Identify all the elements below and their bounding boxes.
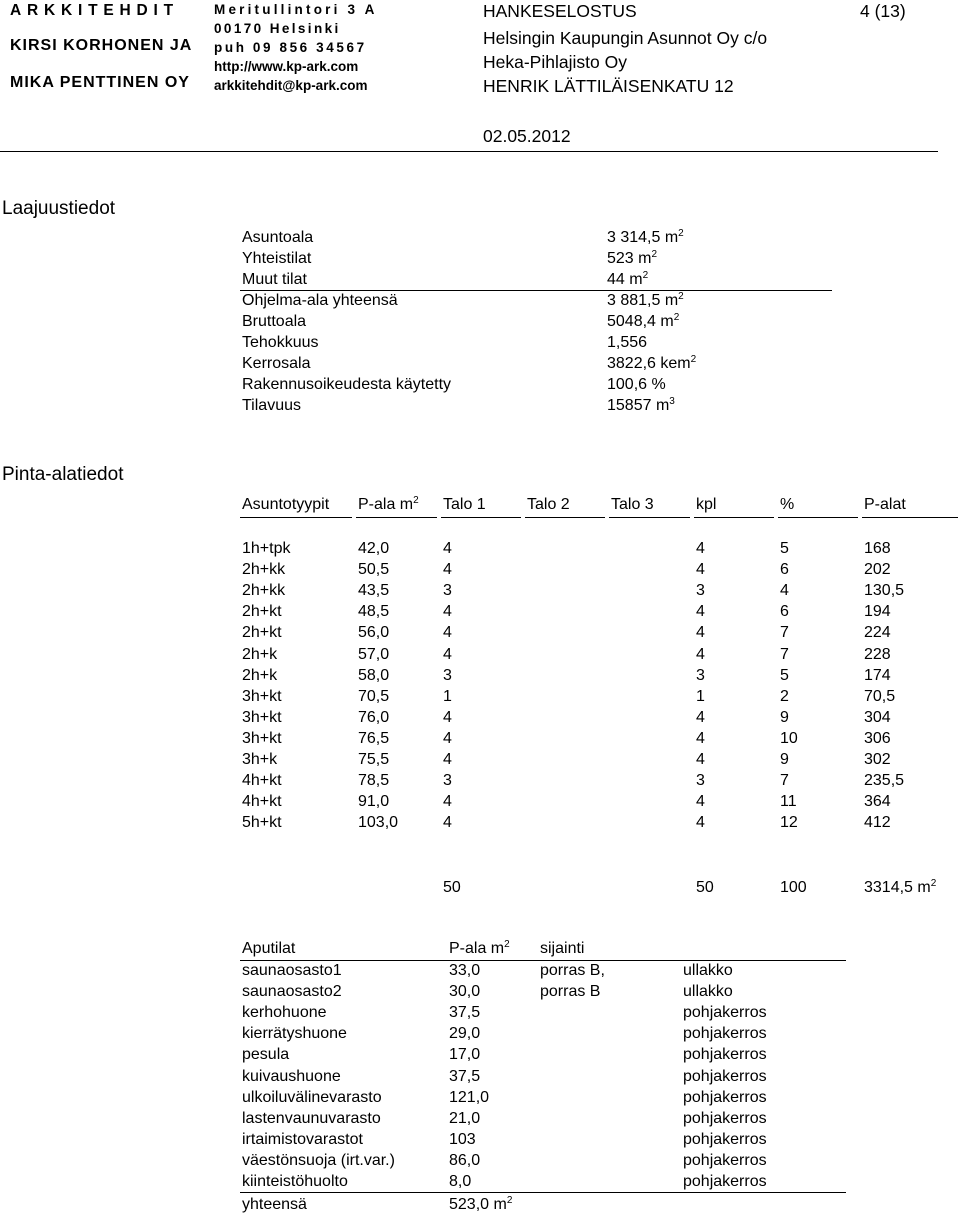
laajuus-value: 5048,4 $m^2$ [607, 312, 680, 330]
client-line1: Helsingin Kaupungin Asunnot Oy c/o [483, 28, 768, 48]
aputilat-cell-floor: pohjakerros [683, 1173, 767, 1190]
col-aputilat: Aputilat [242, 940, 296, 957]
pinta-cell-palat: 174 [864, 666, 891, 684]
laajuus-value: 3 314,5 $m^2$ [607, 228, 684, 246]
aputilat-cell-area: 33,0 [449, 962, 481, 979]
aputilat-cell-stair: porras B, [540, 962, 605, 979]
pinta-cell-type: 2h+kk [242, 561, 286, 579]
pinta-cell-talo1: 4 [443, 793, 452, 811]
pinta-cell-type: 1h+tpk [242, 540, 291, 557]
laajuus-label: Kerrosala [242, 355, 311, 372]
pinta-cell-type: 2h+kk [242, 582, 286, 600]
aputilat-cell-name: ulkoiluvälinevarasto [242, 1088, 382, 1106]
pinta-cell-palat: 412 [864, 814, 891, 832]
laajuus-value: 15857 $m^3$ [607, 396, 675, 414]
pinta-cell-pct: 11 [780, 793, 797, 811]
pinta-cell-palat: 306 [864, 729, 891, 747]
pinta-cell-kpl: 4 [696, 751, 705, 768]
aputilat-cell-area: 37,5 [449, 1067, 481, 1085]
laajuus-value: 3 881,5 $m^2$ [607, 291, 684, 309]
aputilat-cell-name: kiinteistöhuolto [242, 1173, 348, 1190]
total-kpl: 50 [696, 879, 714, 896]
pinta-cell-kpl: 3 [696, 772, 705, 790]
aputilat-cell-area: 21,0 [449, 1109, 481, 1127]
laajuus-label: Rakennusoikeudesta käytetty [242, 376, 452, 393]
pinta-cell-type: 2h+kt [242, 603, 282, 621]
laajuus-label: Tilavuus [242, 397, 301, 414]
city: 00170 Helsinki [214, 21, 341, 36]
total-talo1: 50 [443, 879, 461, 896]
laajuus-label: Muut tilat [242, 271, 307, 288]
pinta-cell-talo1: 4 [443, 540, 452, 557]
pinta-cell-kpl: 1 [696, 687, 705, 705]
col-talo2: Talo 2 [527, 496, 570, 513]
aputilat-cell-name: kerhohuone [242, 1004, 327, 1022]
pinta-cell-area: 57,0 [358, 645, 390, 663]
pinta-cell-palat: 364 [864, 793, 891, 811]
total-percent: 100 [780, 879, 807, 896]
pinta-cell-talo1: 4 [443, 729, 452, 747]
pinta-cell-palat: 70,5 [864, 687, 896, 705]
aputilat-cell-area: 121,0 [449, 1088, 490, 1106]
pinta-cell-kpl: 4 [696, 540, 705, 557]
col-palat: P-alat [864, 496, 906, 513]
pinta-cell-pct: 10 [780, 729, 798, 747]
aputilat-cell-area: 30,0 [449, 983, 481, 1001]
aputilat-header-rule [240, 960, 846, 961]
aputilat-cell-name: pesula [242, 1046, 290, 1064]
laajuus-value: 1,556 [607, 334, 648, 351]
pinta-cell-area: 50,5 [358, 561, 390, 579]
pinta-cell-kpl: 4 [696, 603, 705, 621]
pinta-cell-pct: 6 [780, 561, 789, 579]
pinta-cell-talo1: 4 [443, 603, 452, 621]
col-asuntotyypit: Asuntotyypit [242, 496, 330, 513]
aputilat-cell-name: väestönsuoja (irt.var.) [242, 1151, 395, 1169]
pinta-cell-type: 3h+kt [242, 729, 282, 747]
aputilat-cell-name: irtaimistovarastot [242, 1130, 363, 1148]
pinta-cell-palat: 194 [864, 603, 891, 621]
pinta-cell-area: 91,0 [358, 793, 390, 811]
pinta-cell-talo1: 4 [443, 814, 452, 832]
firm-name-line2: KIRSI KORHONEN JA [10, 37, 193, 54]
pinta-cell-palat: 228 [864, 645, 891, 663]
pinta-cell-kpl: 4 [696, 708, 705, 726]
pinta-cell-kpl: 4 [696, 793, 705, 811]
pinta-cell-pct: 9 [780, 751, 789, 768]
pinta-cell-kpl: 4 [696, 729, 705, 747]
aputilat-cell-name: kuivaushuone [242, 1067, 341, 1085]
col-aputilat-pala: P-ala $m^2$ [449, 939, 510, 957]
aputilat-sum-rule [240, 1192, 846, 1193]
pinta-cell-area: 75,5 [358, 751, 390, 768]
pinta-cell-type: 2h+k [242, 666, 278, 684]
pinta-cell-kpl: 4 [696, 624, 705, 642]
phone: puh 09 856 34567 [214, 40, 367, 55]
document-date: 02.05.2012 [483, 126, 571, 146]
aputilat-cell-floor: pohjakerros [683, 1151, 767, 1169]
aputilat-cell-area: 103 [449, 1130, 476, 1148]
pinta-cell-type: 4h+kt [242, 772, 282, 790]
pinta-cell-palat: 224 [864, 624, 891, 642]
aputilat-cell-floor: pohjakerros [683, 1067, 767, 1085]
pinta-cell-pct: 6 [780, 603, 789, 621]
col-talo3: Talo 3 [611, 496, 654, 513]
laajuus-label: Asuntoala [242, 229, 314, 246]
pinta-cell-pct: 4 [780, 582, 789, 600]
laajuus-value-sup: 2 [678, 291, 684, 302]
pinta-cell-talo1: 4 [443, 708, 452, 726]
col-pala: P-ala $m^2$ [358, 495, 419, 513]
pinta-cell-pct: 7 [780, 624, 789, 642]
website-link[interactable]: http://www.kp-ark.com [214, 59, 359, 74]
pinta-cell-talo1: 4 [443, 645, 452, 663]
col-sijainti: sijainti [540, 940, 585, 957]
laajuus-sum-rule [240, 290, 832, 291]
aputilat-cell-area: 37,5 [449, 1004, 481, 1022]
aputilat-cell-stair: porras B [540, 983, 601, 1001]
aputilat-cell-area: 29,0 [449, 1025, 481, 1043]
aputilat-total-area: 523,0 $m^2$ [449, 1195, 513, 1213]
laajuus-label: Bruttoala [242, 313, 307, 330]
laajuus-label: Ohjelma-ala yhteensä [242, 292, 398, 309]
pinta-cell-kpl: 4 [696, 814, 705, 832]
pinta-cell-kpl: 3 [696, 666, 705, 684]
laajuus-value: 100,6 % [607, 376, 666, 393]
laajuus-value-sup: 2 [678, 228, 684, 239]
page-number: 4 (13) [860, 1, 906, 21]
pinta-cell-palat: 302 [864, 751, 891, 768]
pinta-cell-type: 3h+k [242, 751, 278, 768]
pinta-cell-type: 3h+kt [242, 708, 282, 726]
laajuus-label: Tehokkuus [242, 334, 319, 351]
col-percent: % [780, 496, 795, 513]
pinta-cell-pct: 7 [780, 772, 789, 790]
pinta-cell-palat: 202 [864, 561, 891, 579]
pinta-cell-talo1: 3 [443, 666, 452, 684]
pinta-cell-type: 2h+kt [242, 624, 282, 642]
pinta-cell-palat: 130,5 [864, 582, 905, 600]
pinta-cell-type: 5h+kt [242, 814, 282, 832]
aputilat-cell-name: saunaosasto2 [242, 983, 342, 1001]
client-line2: Heka-Pihlajisto Oy [483, 52, 627, 72]
laajuus-value-sup: 2 [651, 249, 658, 260]
pinta-cell-talo1: 4 [443, 751, 452, 768]
street-address: Meritullintori 3 A [214, 2, 378, 17]
email-link[interactable]: arkkitehdit@kp-ark.com [214, 78, 368, 93]
pinta-cell-area: 70,5 [358, 687, 390, 705]
pinta-cell-area: 76,0 [358, 708, 390, 726]
document-title: HANKESELOSTUS [483, 1, 637, 21]
pinta-cell-palat: 235,5 [864, 772, 905, 790]
pinta-cell-talo1: 4 [443, 561, 452, 579]
aputilat-cell-floor: pohjakerros [683, 1109, 767, 1127]
pinta-cell-palat: 168 [864, 540, 891, 557]
aputilat-cell-floor: ullakko [683, 983, 733, 1001]
pinta-cell-palat: 304 [864, 708, 891, 726]
project-address: HENRIK LÄTTILÄISENKATU 12 [483, 76, 734, 96]
laajuus-value-sup: 2 [673, 312, 680, 323]
laajuus-value: 44 $m^2$ [607, 270, 649, 288]
pinta-cell-area: 42,0 [358, 540, 390, 557]
pinta-cell-area: 103,0 [358, 814, 399, 832]
pinta-cell-pct: 12 [780, 814, 798, 832]
pinta-cell-area: 48,5 [358, 603, 390, 621]
pinta-cell-type: 2h+k [242, 645, 278, 663]
aputilat-cell-floor: pohjakerros [683, 1046, 767, 1064]
pinta-cell-pct: 7 [780, 645, 789, 663]
pinta-cell-kpl: 4 [696, 561, 705, 579]
laajuus-value: 523 $m^2$ [607, 249, 658, 267]
aputilat-total-label: yhteensä [242, 1196, 307, 1213]
header-rule [0, 151, 938, 152]
pinta-cell-area: 58,0 [358, 666, 390, 684]
aputilat-cell-name: saunaosasto1 [242, 962, 342, 979]
laajuus-value-sup: 2 [642, 270, 649, 281]
col-kpl: kpl [696, 496, 717, 513]
pinta-cell-kpl: 4 [696, 645, 705, 663]
pinta-cell-talo1: 3 [443, 582, 452, 600]
aputilat-cell-floor: pohjakerros [683, 1130, 767, 1148]
aputilat-cell-name: kierrätyshuone [242, 1025, 347, 1043]
laajuus-heading: Laajuustiedot [2, 198, 116, 219]
aputilat-cell-floor: pohjakerros [683, 1088, 767, 1106]
aputilat-cell-area: 8,0 [449, 1173, 472, 1190]
total-palat: 3314,5 $m^2$ [864, 878, 937, 896]
pinta-cell-talo1: 3 [443, 772, 452, 790]
aputilat-cell-floor: pohjakerros [683, 1004, 767, 1022]
pinta-cell-type: 3h+kt [242, 687, 282, 705]
aputilat-cell-name: lastenvaunuvarasto [242, 1109, 381, 1127]
firm-name-line1: ARKKITEHDIT [10, 2, 179, 19]
pinta-cell-pct: 5 [780, 666, 789, 684]
aputilat-cell-area: 86,0 [449, 1151, 481, 1169]
aputilat-cell-area: 17,0 [449, 1046, 481, 1064]
pinta-cell-type: 4h+kt [242, 793, 282, 811]
pinta-cell-pct: 2 [780, 687, 789, 705]
firm-name-line3: MIKA PENTTINEN OY [10, 74, 190, 91]
pinta-cell-area: 78,5 [358, 772, 390, 790]
pinta-cell-area: 76,5 [358, 729, 390, 747]
pinta-cell-pct: 5 [780, 540, 789, 557]
aputilat-cell-floor: ullakko [683, 962, 733, 979]
aputilat-cell-floor: pohjakerros [683, 1025, 767, 1043]
pinta-cell-talo1: 4 [443, 624, 452, 642]
laajuus-label: Yhteistilat [242, 250, 312, 267]
laajuus-value-sup: 2 [690, 354, 697, 365]
pinta-cell-area: 43,5 [358, 582, 390, 600]
col-talo1: Talo 1 [443, 496, 486, 513]
pinta-heading: Pinta-alatiedot [2, 464, 124, 485]
pinta-cell-talo1: 1 [443, 687, 452, 705]
pinta-cell-kpl: 3 [696, 582, 705, 600]
pinta-cell-pct: 9 [780, 708, 789, 726]
laajuus-value: 3822,6 kem$^2$ [607, 354, 697, 372]
laajuus-value-sup: 3 [669, 396, 675, 407]
pinta-cell-area: 56,0 [358, 624, 390, 642]
